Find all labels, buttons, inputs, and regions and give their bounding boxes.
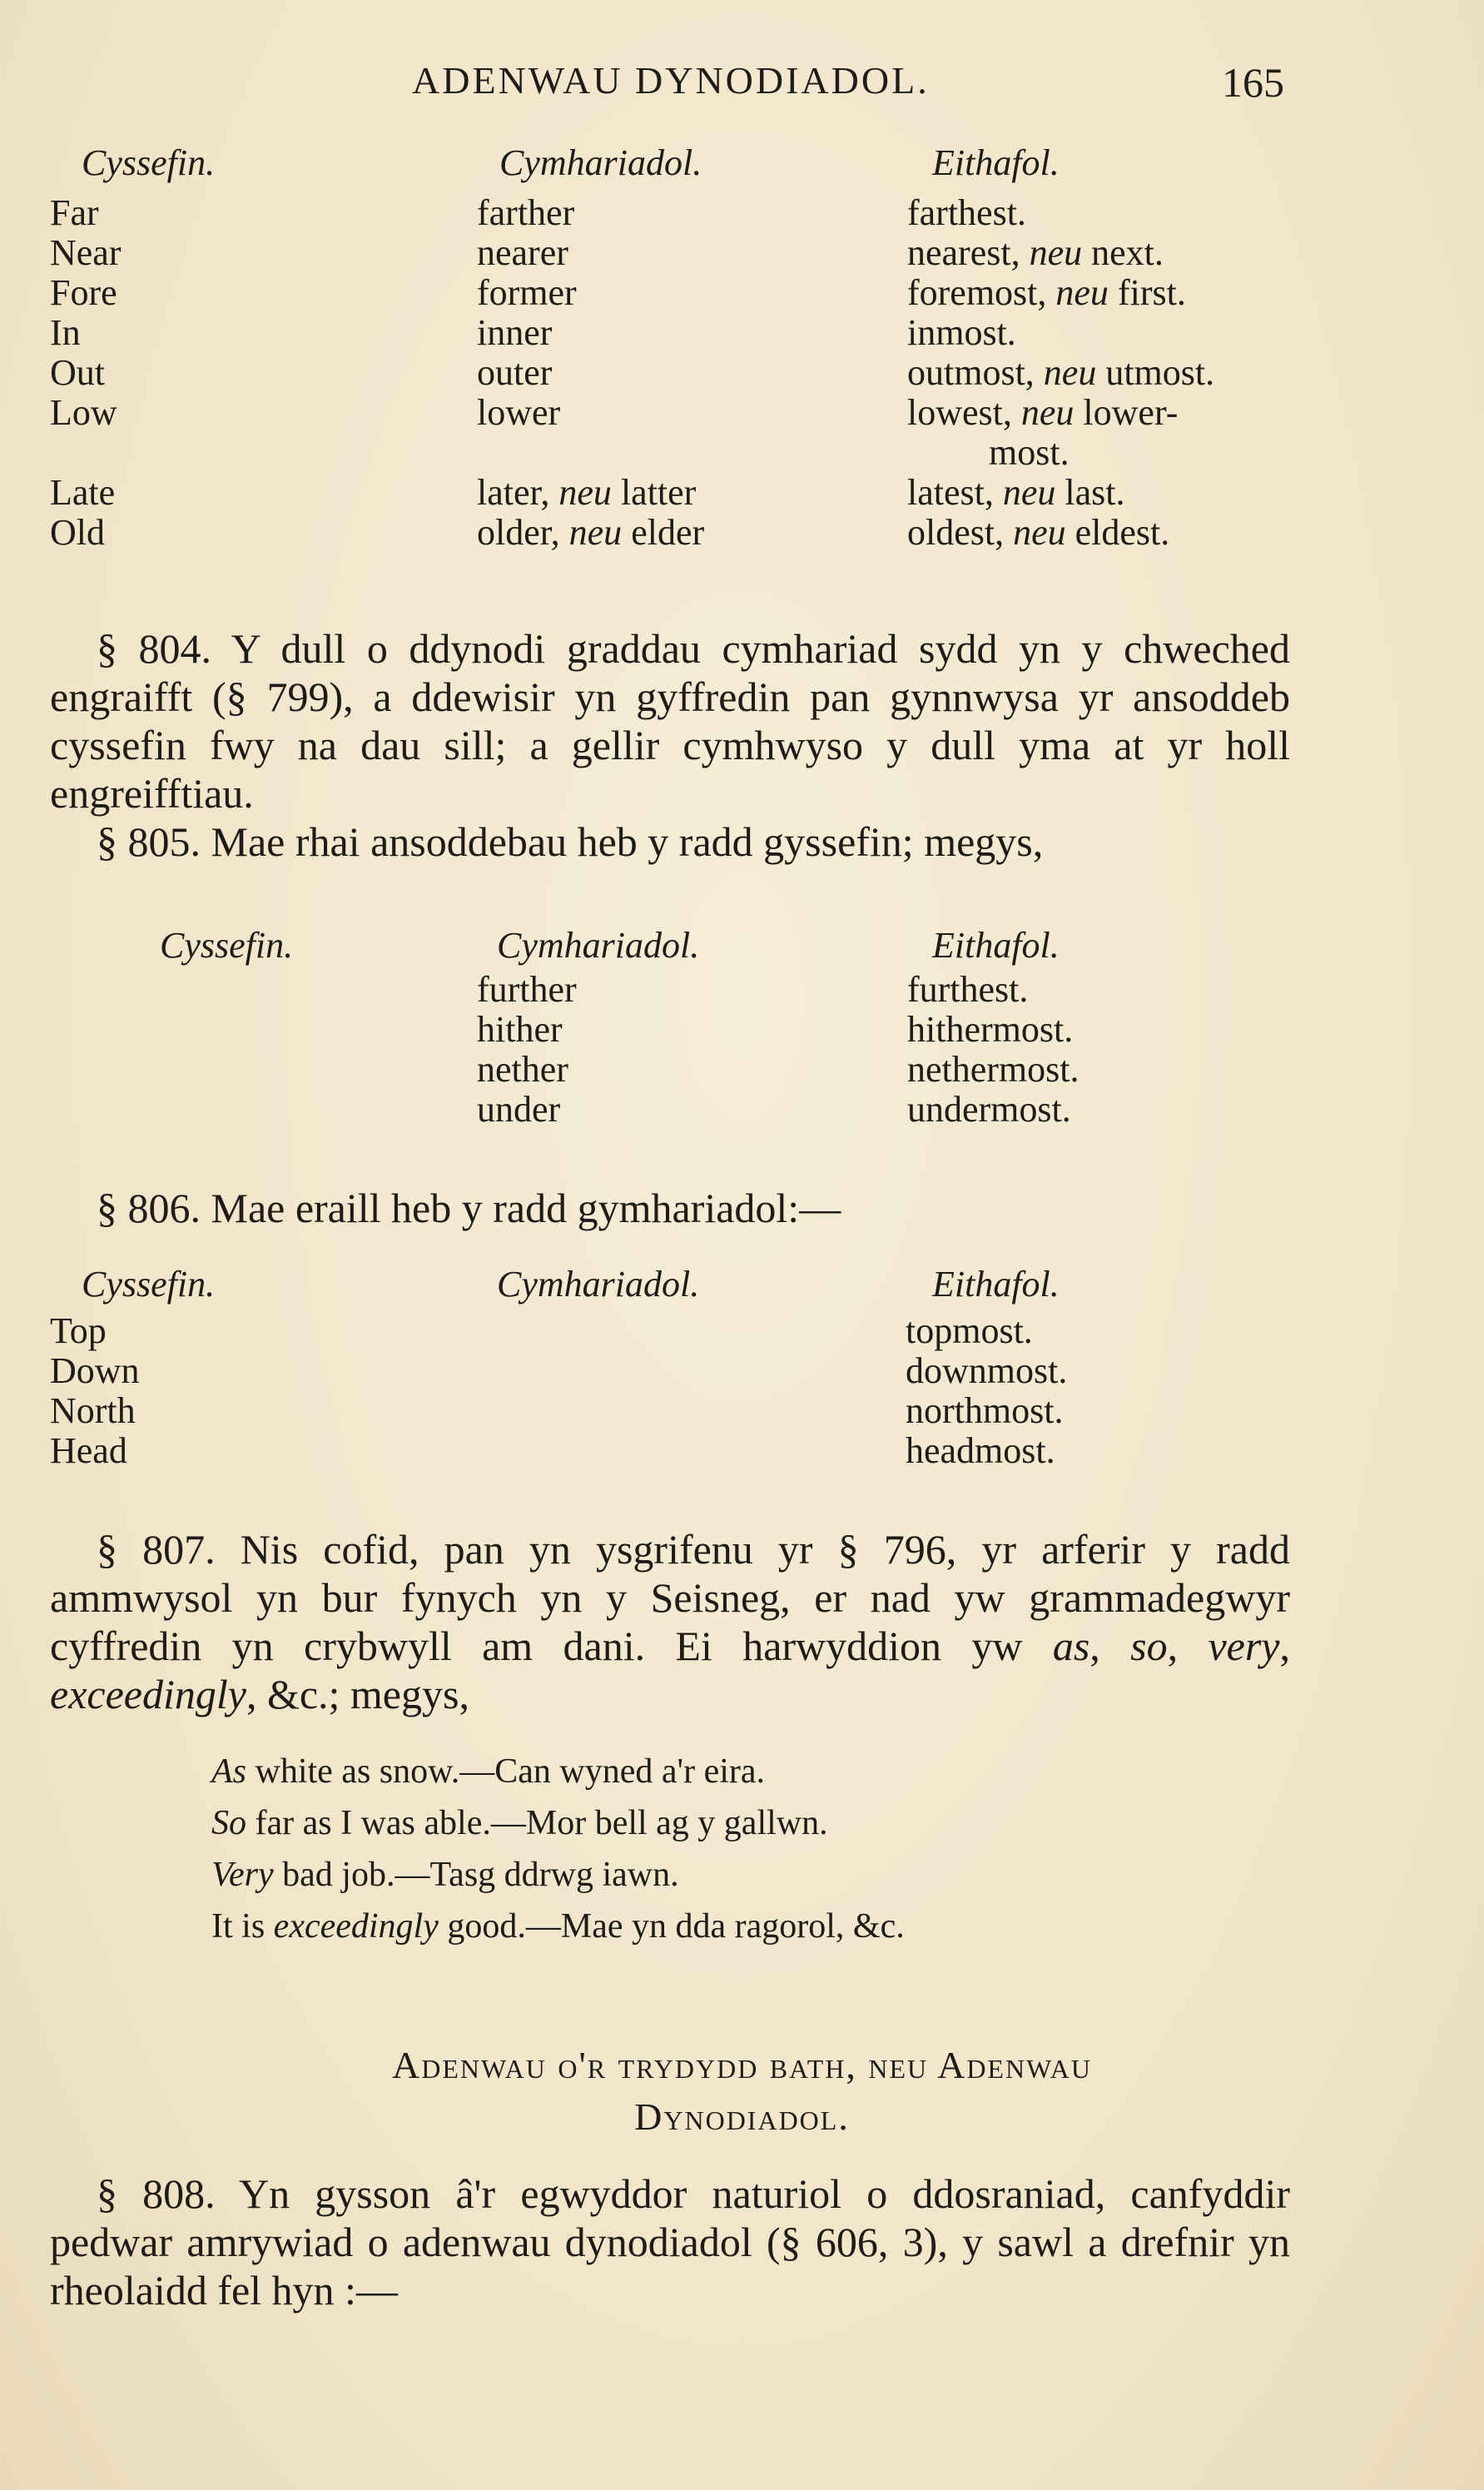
paragraph-804: § 804. Y dull o ddynodi graddau cymhariad sydd yn y chweched engraifft (§ 799), a ddewisir yn gyffredin pan gynnwysa yr ansoddeb cyssefin fwy na dau sill; a gellir cymhwyso y dull yma at yr holl engreifftiau. [50, 625, 1290, 817]
section-heading-line-1: Adenwau o'r trydydd bath, neu Adenwau [392, 2044, 1092, 2086]
header-cymhariadol: Cymhariadol. [497, 925, 700, 966]
header-eithafol: Eithafol. [932, 142, 1060, 183]
table-cell: lower [477, 392, 561, 433]
table-cell: foremost, neu first. [907, 272, 1186, 313]
section-heading-line-2: Dynodiadol. [634, 2095, 850, 2138]
table-cell: Fore [50, 272, 117, 313]
header-cyssefin: Cyssefin. [82, 142, 216, 183]
table-cell: headmost. [906, 1430, 1055, 1471]
header-cymhariadol: Cymhariadol. [497, 1264, 700, 1305]
table-cell: nearest, neu next. [907, 232, 1164, 273]
table-cell: hither [477, 1009, 563, 1050]
table-cell: Far [50, 192, 99, 233]
paragraph-808: § 808. Yn gysson â'r egwyddor naturiol o ddosraniad, canfyddir pedwar amrywiad o adenwau dynodiadol (§ 606, 3), y sawl a drefnir yn rheolaidd fel hyn :— [50, 2170, 1290, 2314]
table-cell: under [477, 1089, 561, 1130]
table-cell: Low [50, 392, 117, 433]
table-cell: North [50, 1390, 136, 1431]
table-cell: furthest. [907, 969, 1029, 1010]
example-line: So far as I was able.—Mor bell ag y gallwn. [211, 1804, 828, 1842]
table-cell: downmost. [906, 1350, 1068, 1391]
paragraph-806: § 806. Mae eraill heb y radd gymhariadol:— [97, 1185, 841, 1231]
header-cyssefin: Cyssefin. [160, 925, 294, 966]
table-cell: hithermost. [907, 1009, 1074, 1050]
table-cell: most. [989, 432, 1070, 473]
running-title: ADENWAU DYNODIADOL. [412, 59, 930, 102]
example-line: As white as snow.—Can wyned a'r eira. [211, 1752, 766, 1791]
table-cell: older, neu elder [477, 512, 705, 553]
table-cell: Out [50, 352, 105, 393]
table-cell: nether [477, 1049, 568, 1090]
table-cell: Late [50, 472, 116, 513]
table-cell: outmost, neu utmost. [907, 352, 1215, 393]
table-cell: Down [50, 1350, 140, 1391]
example-line: It is exceedingly good.—Mae yn dda ragorol, &c. [211, 1907, 905, 1946]
table-cell: Top [50, 1310, 107, 1351]
header-cymhariadol: Cymhariadol. [499, 142, 702, 183]
table-cell: oldest, neu eldest. [907, 512, 1170, 553]
header-eithafol: Eithafol. [932, 1264, 1060, 1305]
table-cell: farthest. [907, 192, 1026, 233]
table-cell: undermost. [907, 1089, 1071, 1130]
table-cell: topmost. [906, 1310, 1033, 1351]
table-cell: later, neu latter [477, 472, 697, 513]
running-head [0, 58, 1484, 108]
header-cyssefin: Cyssefin. [82, 1264, 216, 1305]
table-cell: In [50, 312, 81, 353]
table-cell: nearer [477, 232, 568, 273]
table-cell: former [477, 272, 577, 313]
table-cell: Old [50, 512, 105, 553]
page-number: 165 [1222, 59, 1284, 106]
table-cell: outer [477, 352, 553, 393]
paragraph-807: § 807. Nis cofid, pan yn ysgrifenu yr § 796, yr arferir y radd ammwysol yn bur fynych yn y Seisneg, er nad yw grammadegwyr cyffredin yn crybwyll am dani. Ei harwyddion yw as, so, very, exceedingly, &c.; megys, [50, 1526, 1290, 1717]
paragraph-805: § 805. Mae rhai ansoddebau heb y radd gyssefin; megys, [97, 818, 1044, 865]
table-cell: Head [50, 1430, 127, 1471]
table-cell: inmost. [907, 312, 1016, 353]
table-cell: further [477, 969, 577, 1010]
table-cell: northmost. [906, 1390, 1064, 1431]
header-eithafol: Eithafol. [932, 925, 1060, 966]
example-line: Very bad job.—Tasg ddrwg iawn. [211, 1856, 679, 1894]
table-cell: Near [50, 232, 122, 273]
table-cell: latest, neu last. [907, 472, 1125, 513]
table-cell: inner [477, 312, 553, 353]
table-cell: nethermost. [907, 1049, 1079, 1090]
table-cell: farther [477, 192, 575, 233]
table-cell: lowest, neu lower- [907, 392, 1179, 433]
